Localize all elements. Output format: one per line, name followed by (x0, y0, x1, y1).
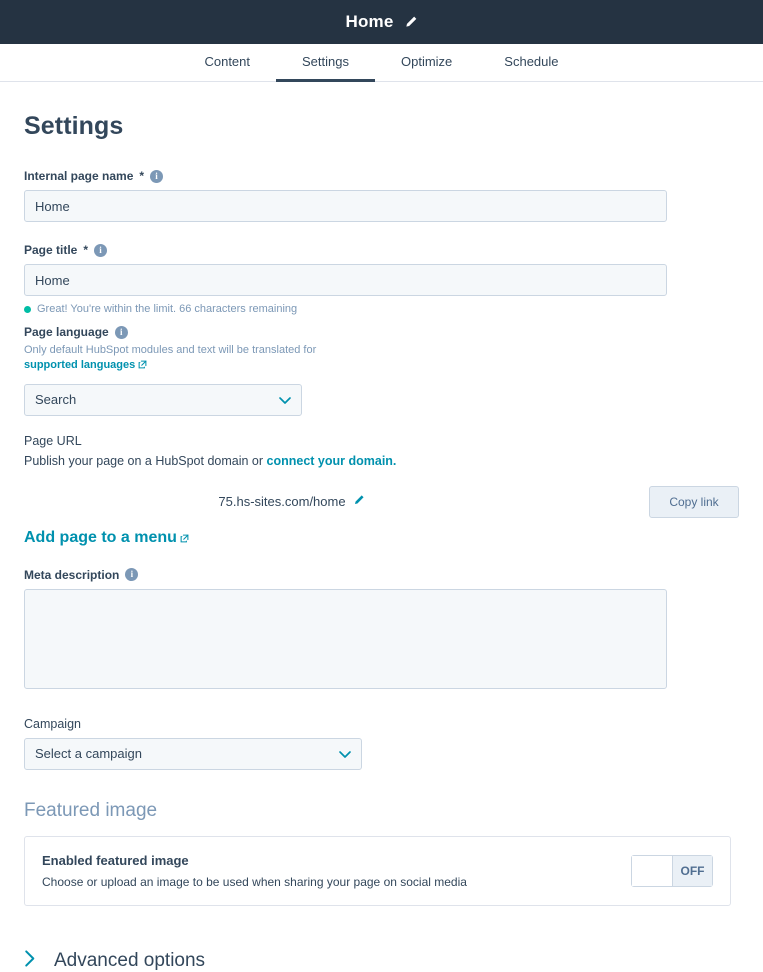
tab-settings-label: Settings (302, 54, 349, 69)
page-title-label: Page title (24, 243, 78, 257)
advanced-options-toggle[interactable] (24, 950, 739, 972)
chevron-down-icon (279, 392, 291, 407)
meta-description-label-row (24, 568, 739, 582)
tab-settings[interactable] (276, 44, 375, 82)
page-title-helper (24, 303, 739, 315)
connect-domain-link[interactable]: connect your domain. (266, 453, 397, 468)
page-title: Settings (24, 112, 124, 140)
page-language-label-row (24, 325, 739, 339)
campaign-label-row (24, 717, 739, 731)
tab-content-label: Content (204, 54, 251, 69)
edit-title-pencil-icon[interactable] (404, 15, 418, 29)
featured-image-card (24, 836, 731, 906)
internal-page-name-required: * (139, 169, 145, 183)
internal-page-name-label-row (24, 169, 739, 183)
campaign-field (24, 717, 739, 770)
page-language-select[interactable] (24, 384, 302, 416)
toggle-state-label: OFF (672, 856, 712, 886)
page-url-field (24, 434, 739, 548)
internal-page-name-input[interactable] (24, 190, 667, 222)
supported-languages-link[interactable]: supported languages (24, 358, 136, 371)
external-link-icon (138, 359, 147, 374)
page-url-value: 75.hs-sites.com/home (218, 494, 346, 510)
settings-panel (0, 112, 763, 972)
chevron-right-icon (24, 950, 36, 971)
meta-description-textarea[interactable] (24, 589, 667, 689)
campaign-select[interactable] (24, 738, 362, 770)
page-language-note-text: Only default HubSpot modules and text will be translated for (24, 344, 317, 356)
page-url-label: Page URL (24, 433, 82, 448)
page-url-note-text: Publish your page on a HubSpot domain or (24, 453, 264, 468)
tab-bar (0, 44, 763, 82)
toggle-knob (632, 856, 672, 886)
campaign-select-value: Select a campaign (35, 746, 142, 762)
internal-page-name-field (24, 169, 739, 222)
info-icon[interactable]: i (150, 170, 163, 183)
meta-description-field (24, 568, 739, 694)
page-language-select-value: Search (35, 392, 77, 408)
page-title-field (24, 243, 739, 315)
edit-url-pencil-icon[interactable] (353, 494, 365, 509)
meta-description-label: Meta description (24, 567, 120, 582)
page-title-header: Home (345, 12, 394, 31)
page-url-row (24, 486, 739, 518)
page-language-label: Page language (24, 325, 109, 339)
info-icon[interactable]: i (115, 326, 128, 339)
tab-content[interactable] (178, 44, 276, 82)
tab-schedule[interactable] (478, 44, 584, 82)
status-dot-icon (24, 306, 31, 313)
advanced-options-label: Advanced options (54, 949, 206, 971)
page-title-required: * (83, 243, 89, 257)
page-title-label-row (24, 243, 739, 257)
page-url-note (24, 453, 739, 470)
featured-image-section-title: Featured image (24, 799, 158, 821)
page-url-label-row (24, 434, 739, 448)
tab-schedule-label: Schedule (504, 54, 559, 69)
page-language-field (24, 325, 739, 416)
page-title-helper-text: Great! You're within the limit. 66 characters remaining (37, 303, 298, 315)
external-link-icon (180, 530, 189, 548)
tab-optimize-label: Optimize (401, 54, 453, 69)
internal-page-name-label: Internal page name (24, 169, 134, 183)
info-icon[interactable]: i (94, 244, 107, 257)
featured-image-toggle[interactable] (631, 855, 713, 887)
chevron-down-icon (339, 746, 351, 761)
copy-link-button[interactable]: Copy link (649, 486, 739, 518)
top-bar (0, 0, 763, 44)
featured-image-card-text (42, 853, 467, 889)
add-page-to-menu-link[interactable]: Add page to a menu (24, 528, 177, 546)
info-icon[interactable]: i (125, 568, 138, 581)
featured-image-card-desc: Choose or upload an image to be used when sharing your page on social media (42, 874, 467, 889)
featured-image-card-title: Enabled featured image (42, 852, 189, 868)
page-language-note (24, 343, 739, 374)
page-title-input[interactable] (24, 264, 667, 296)
add-page-to-menu-row (24, 529, 739, 548)
page-url-display (24, 494, 649, 509)
tab-optimize[interactable] (375, 44, 478, 82)
campaign-label: Campaign (24, 716, 81, 731)
